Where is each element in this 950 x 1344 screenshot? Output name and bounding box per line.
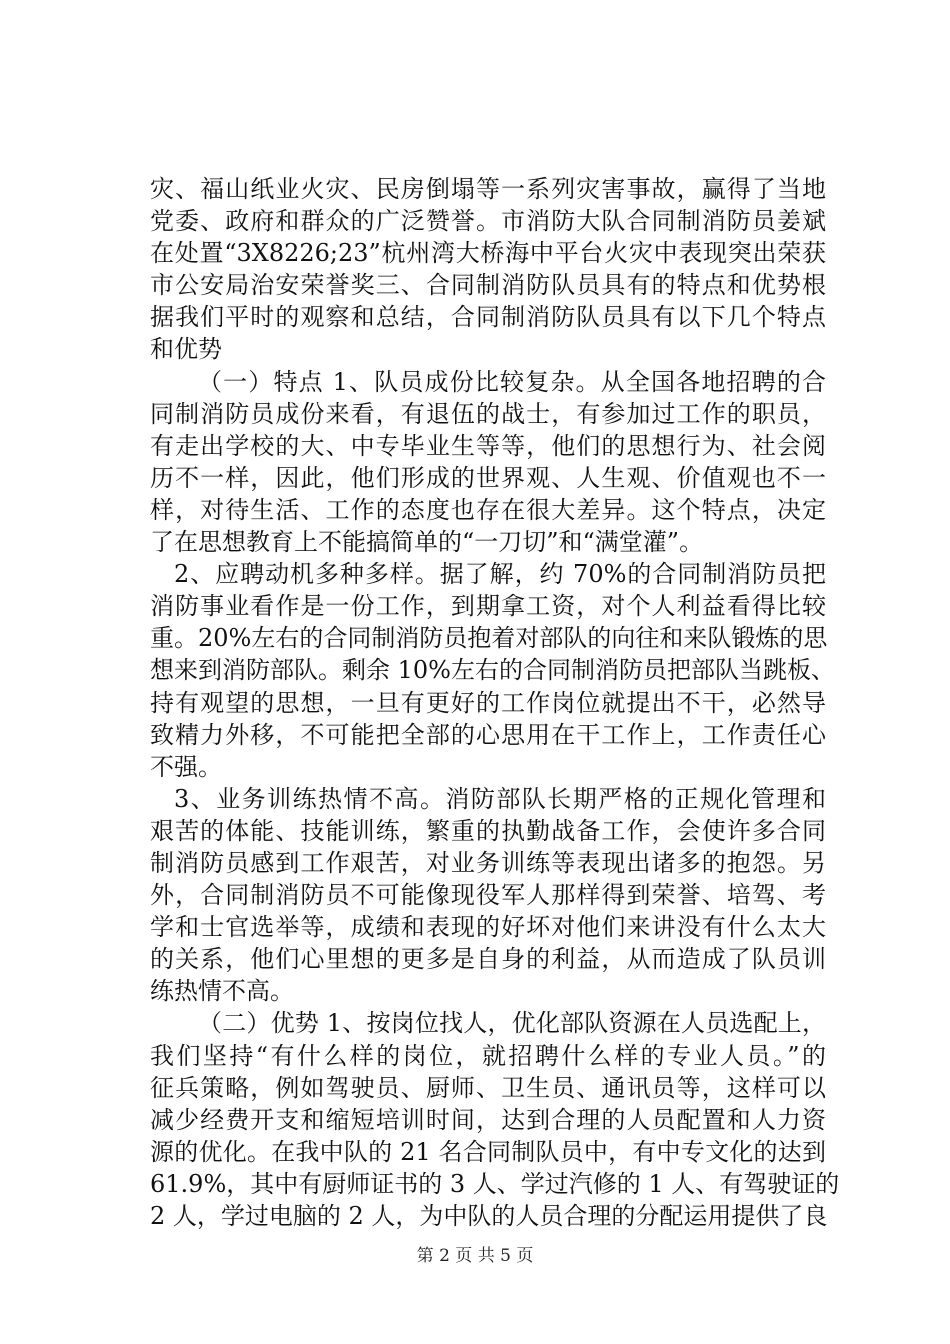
text-line: 在处置“3X8226;23”杭州湾大桥海中平台火灾中表现突出荣获 [150, 239, 826, 268]
text-line: （一）特点 1、队员成份比较复杂。从全国各地招聘的合 [198, 367, 826, 396]
text-line: 外，合同制消防员不可能像现役军人那样得到荣誉、培驾、考 [150, 881, 826, 910]
text-line: 了在思想教育上不能搞简单的“一刀切”和“满堂灌”。 [150, 528, 704, 557]
text-line: 2 人，学过电脑的 2 人，为中队的人员合理的分配运用提供了良 [150, 1202, 828, 1230]
text-line: 消防事业看作是一份工作，到期拿工资，对个人利益看得比较 [150, 592, 826, 621]
text-line: 样，对待生活、工作的态度也存在很大差异。这个特点，决定 [150, 495, 826, 524]
text-line: 党委、政府和群众的广泛赞誉。市消防大队合同制消防员姜斌 [150, 207, 826, 236]
text-line: 制消防员感到工作艰苦，对业务训练等表现出诸多的抱怨。另 [150, 848, 826, 877]
page-footer: 第 2 页 共 5 页 [416, 1246, 534, 1266]
text-line: 想来到消防部队。剩余 10%左右的合同制消防员把部队当跳板、 [150, 656, 835, 685]
text-line: 练热情不高。 [150, 977, 294, 1006]
text-line: 2、应聘动机多种多样。据了解，约 70%的合同制消防员把 [174, 560, 826, 589]
text-line: 3、业务训练热情不高。消防部队长期严格的正规化管理和 [174, 784, 826, 813]
text-line: 灾、福山纸业火灾、民房倒塌等一系列灾害事故，赢得了当地 [150, 175, 826, 203]
text-line: 同制消防员成份来看，有退伍的战士，有参加过工作的职员， [150, 399, 826, 428]
text-line: 不强。 [150, 752, 222, 781]
text-line: 和优势 [150, 335, 222, 364]
text-line: 减少经费开支和缩短培训时间，达到合理的人员配置和人力资 [150, 1105, 826, 1134]
text-line: 重。20%左右的合同制消防员抱着对部队的向往和来队锻炼的思 [150, 624, 828, 653]
text-line: 据我们平时的观察和总结，合同制消防队员具有以下几个特点 [150, 303, 826, 332]
text-line: 艰苦的体能、技能训练，繁重的执勤战备工作，会使许多合同 [150, 816, 826, 845]
text-line: 61.9%，其中有厨师证书的 3 人、学过汽修的 1 人、有驾驶证的 [150, 1169, 840, 1198]
text-line: 市公安局治安荣誉奖三、合同制消防队员具有的特点和优势根 [150, 271, 826, 300]
text-line: 历不一样，因此，他们形成的世界观、人生观、价值观也不一 [150, 463, 826, 492]
text-line: 的关系，他们心里想的更多是自身的利益，从而造成了队员训 [150, 945, 826, 974]
document-body [150, 173, 840, 1232]
text-line: 学和士官选举等，成绩和表现的好坏对他们来讲没有什么太大 [150, 913, 826, 942]
text-line: 有走出学校的大、中专毕业生等等，他们的思想行为、社会阅 [150, 431, 826, 460]
text-line: 致精力外移，不可能把全部的心思用在干工作上，工作责任心 [150, 720, 826, 749]
text-line: 征兵策略，例如驾驶员、厨师、卫生员、通讯员等，这样可以 [150, 1073, 826, 1102]
text-line: 源的优化。在我中队的 21 名合同制队员中，有中专文化的达到 [150, 1137, 826, 1166]
text-line: 持有观望的思想，一旦有更好的工作岗位就提出不干，必然导 [150, 688, 826, 717]
text-line: 我们坚持“有什么样的岗位，就招聘什么样的专业人员。”的 [150, 1041, 826, 1070]
text-line: （二）优势 1、按岗位找人，优化部队资源在人员选配上， [198, 1009, 826, 1038]
